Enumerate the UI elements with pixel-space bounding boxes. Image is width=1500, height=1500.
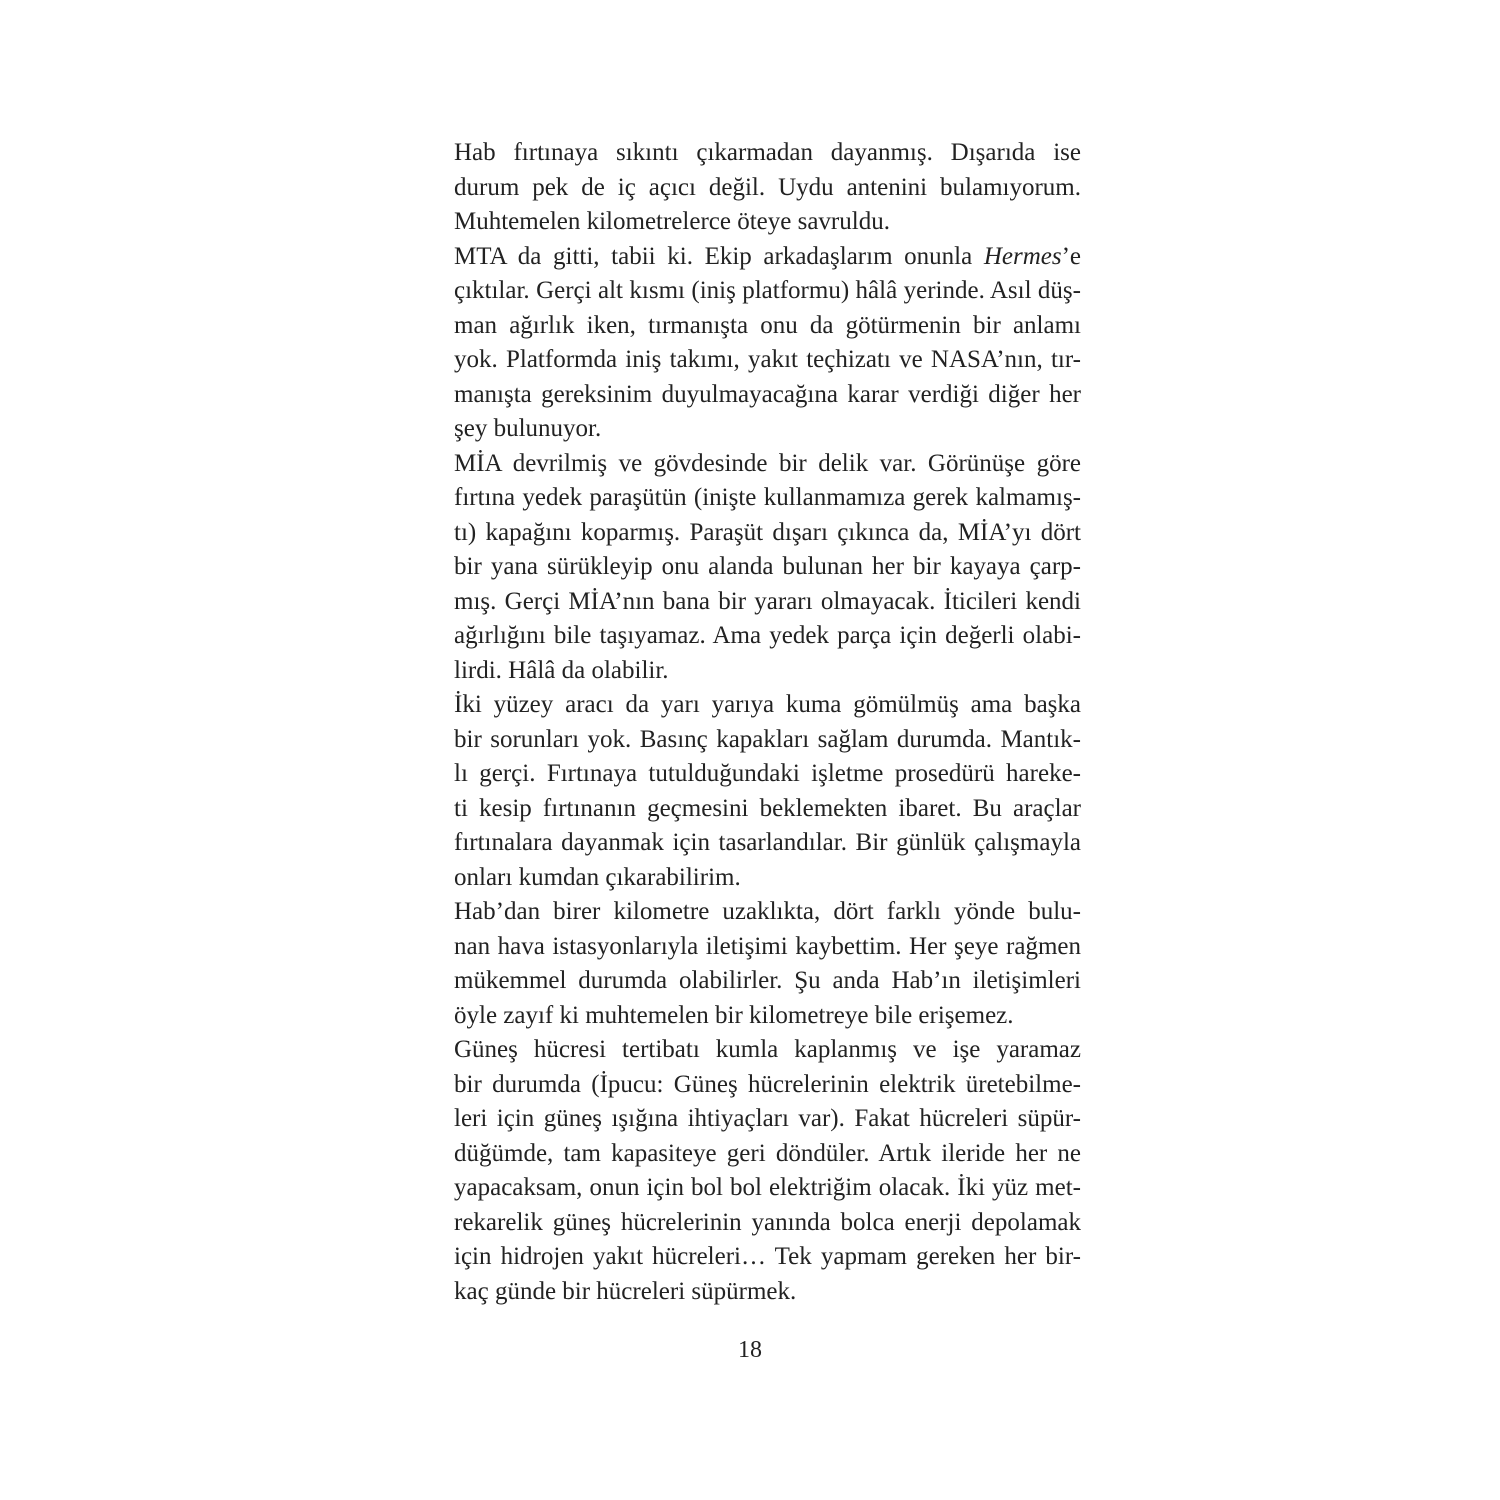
page-body bbox=[421, 136, 1081, 1309]
text-line: manışta gereksinim duyulmayacağına karar verdiği diğer her bbox=[454, 380, 1081, 408]
text-line: mükemmel durumda olabilirler. Şu anda Hab’ın iletişimleri bbox=[454, 967, 1081, 994]
text-line: yapacaksam, onun için bol bol elektriğim olacak. İki yüz met- bbox=[454, 1174, 1081, 1201]
text-line: nan hava istasyonlarıyla iletişimi kaybettim. Her şeye rağmen bbox=[454, 932, 1081, 960]
paragraph-3 bbox=[421, 447, 1081, 689]
text-line: Güneş hücresi tertibatı kumla kaplanmış ve işe yaramaz bbox=[454, 1036, 1081, 1063]
text-line: Hab fırtınaya sıkıntı çıkarmadan dayanmış. Dışarıda ise bbox=[454, 139, 1081, 166]
paragraph-6 bbox=[421, 1033, 1081, 1309]
paragraph-4 bbox=[421, 688, 1081, 895]
text-line: mış. Gerçi MİA’nın bana bir yararı olmayacak. İticileri kendi bbox=[454, 587, 1081, 615]
text-line: fırtına yedek paraşütün (inişte kullanmamıza gerek kalmamış- bbox=[454, 484, 1081, 511]
text-line: lirdi. Hâlâ da olabilir. bbox=[454, 656, 669, 684]
text-line: bir yana sürükleyip onu alanda bulunan her bir kayaya çarp- bbox=[454, 553, 1081, 580]
text-line: leri için güneş ışığına ihtiyaçları var). Fakat hücreleri süpür- bbox=[454, 1105, 1081, 1132]
text-line: fırtınalara dayanmak için tasarlandılar. Bir günlük çalışmayla bbox=[454, 829, 1081, 856]
text-line: çıktılar. Gerçi alt kısmı (iniş platformu) hâlâ yerinde. Asıl düş- bbox=[454, 277, 1081, 304]
text-line: bir sorunları yok. Basınç kapakları sağlam durumda. Mantık- bbox=[454, 725, 1081, 753]
text-line: şey bulunuyor. bbox=[454, 415, 602, 442]
paragraph-1 bbox=[421, 136, 1081, 240]
text-line: rekarelik güneş hücrelerinin yanında bolca enerji depolamak bbox=[454, 1208, 1081, 1236]
text-line: İki yüzey aracı da yarı yarıya kuma gömülmüş ama başka bbox=[454, 691, 1081, 718]
text-line: man ağırlık iken, tırmanışta onu da götürmenin bir anlamı bbox=[454, 311, 1081, 339]
text-line: yok. Platformda iniş takımı, yakıt teçhizatı ve NASA’nın, tır- bbox=[454, 346, 1081, 373]
paragraph-5 bbox=[421, 895, 1081, 1033]
text-line: öyle zayıf ki muhtemelen bir kilometreye bile erişemez. bbox=[454, 1001, 1014, 1029]
text-fragment: ’e bbox=[1061, 242, 1081, 270]
text-line: onları kumdan çıkarabilirim. bbox=[454, 863, 741, 891]
text-line: için hidrojen yakıt hücreleri… Tek yapmam gereken her bir- bbox=[454, 1243, 1081, 1270]
text-line: bir durumda (İpucu: Güneş hücrelerinin elektrik üretebilme- bbox=[454, 1070, 1081, 1098]
text-line: düğümde, tam kapasiteye geri döndüler. Artık ileride her ne bbox=[454, 1139, 1081, 1167]
text-line: Muhtemelen kilometrelerce öteye savruldu. bbox=[454, 208, 890, 235]
text-line: tı) kapağını koparmış. Paraşüt dışarı çıkınca da, MİA’yı dört bbox=[454, 518, 1081, 546]
paragraph-2 bbox=[421, 240, 1081, 447]
text-line: ağırlığını bile taşıyamaz. Ama yedek parça için değerli olabi- bbox=[454, 622, 1081, 649]
text-line: MİA devrilmiş ve gövdesinde bir delik var. Görünüşe göre bbox=[454, 449, 1081, 477]
text-line: durum pek de iç açıcı değil. Uydu antenini bulamıyorum. bbox=[454, 173, 1081, 201]
text-line bbox=[421, 240, 1081, 275]
page-number: 18 bbox=[738, 1337, 762, 1363]
text-line: ti kesip fırtınanın geçmesini beklemekten ibaret. Bu araçlar bbox=[454, 794, 1081, 822]
text-line: kaç günde bir hücreleri süpürmek. bbox=[454, 1277, 797, 1305]
text-line: lı gerçi. Fırtınaya tutulduğundaki işletme prosedürü hareke- bbox=[454, 760, 1081, 787]
italic-ship-name: Hermes bbox=[983, 242, 1062, 270]
text-fragment: MTA da gitti, tabii ki. Ekip arkadaşlarım onunla bbox=[454, 242, 984, 270]
text-line: Hab’dan birer kilometre uzaklıkta, dört farklı yönde bulu- bbox=[454, 898, 1081, 925]
